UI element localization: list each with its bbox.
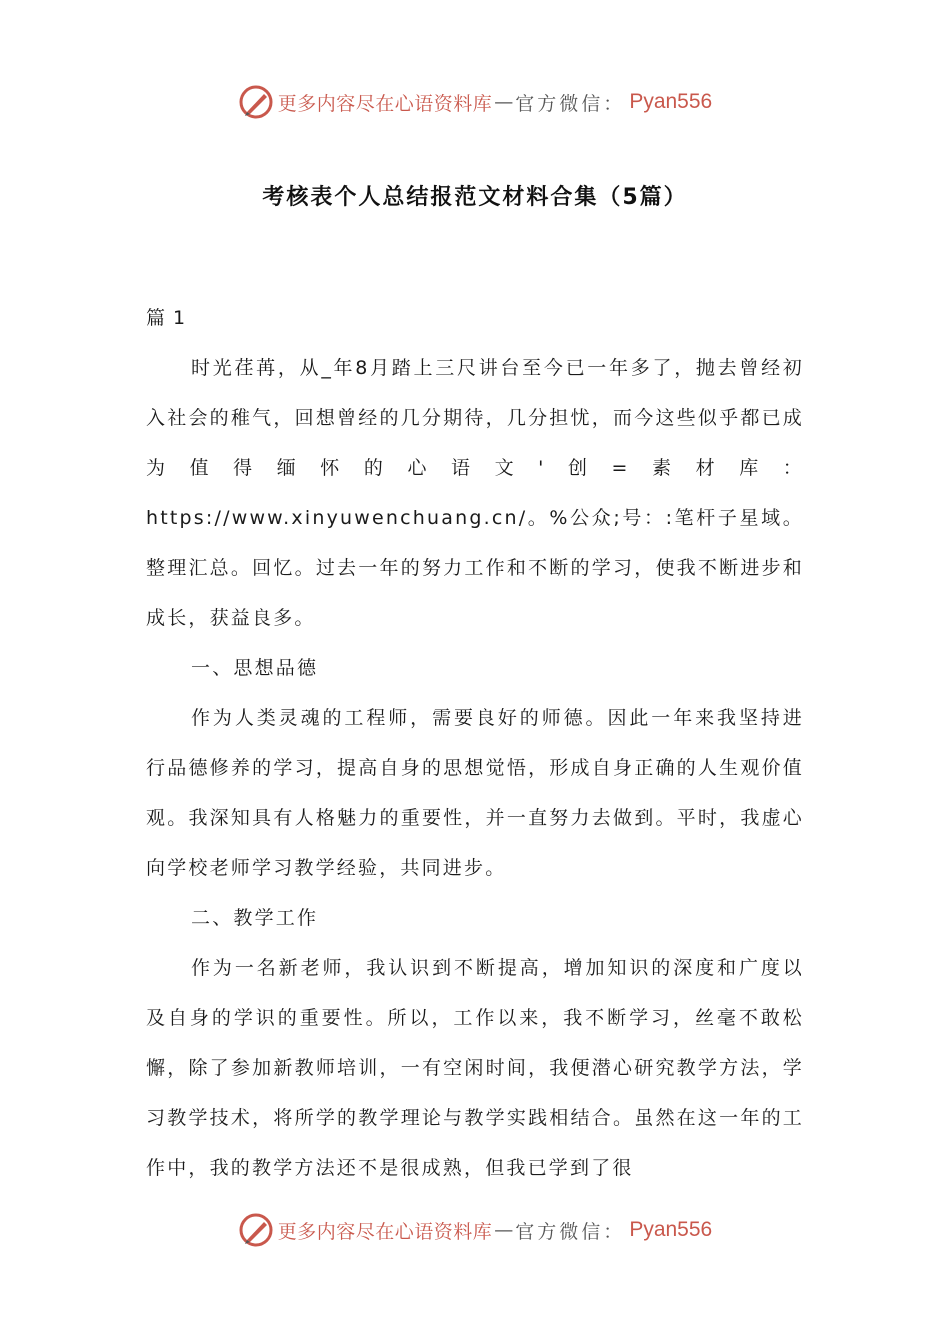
document-title: 考核表个人总结报范文材料合集（5篇） <box>262 185 688 210</box>
banner-wechat-label: 官方微信： <box>515 92 626 115</box>
paragraph-teaching: 作为一名新老师，我认识到不断提高，增加知识的深度和广度以及自身的学识的重要性。所以，工作以来，我不断学习，丝毫不敢松懈，除了参加新教师培训，一有空闲时间，我便潜心研究教学方法，学习教学技术，将所学的教学理论与教学实践相结合。虽然在这一年的工作中，我的教学方法还不是很成熟，但我已学到了很 <box>146 957 804 1179</box>
paragraph-moral: 作为人类灵魂的工程师，需要良好的师德。因此一年来我坚持进行品德修养的学习，提高自身的思想觉悟，形成自身正确的人生观价值观。我深知具有人格魅力的重要性，并一直努力去做到。平时，我虚心向学校老师学习教学经验，共同进步。 <box>146 707 804 879</box>
banner-dash: — <box>494 91 514 113</box>
banner-text: 更多内容尽在心语资料库 <box>277 92 493 115</box>
pen-logo-icon <box>238 84 274 120</box>
footer-banner-dash: — <box>494 1219 514 1241</box>
paragraph-intro: 时光荏苒，从_年8月踏上三尺讲台至今已一年多了，抛去曾经初入社会的稚气，回想曾经的几分期待，几分担忧，而今这些似乎都已成为值得缅怀的心语文'创=素材库：https://www.xinyuwenchuang.cn/。%公众;号：:笔杆子星域。整理汇总。回忆。过去一年的努力工作和不断的学习，使我不断进步和成长，获益良多。 <box>146 357 804 629</box>
section-label: 篇 1 <box>146 307 187 329</box>
footer-banner <box>0 1210 950 1250</box>
footer-banner-text: 更多内容尽在心语资料库 <box>277 1220 493 1243</box>
banner-wechat-id: Pyan556 <box>629 90 713 113</box>
document-body <box>146 293 804 1193</box>
pen-logo-icon <box>238 1212 274 1248</box>
header-banner <box>0 82 950 122</box>
footer-banner-wechat-label: 官方微信： <box>515 1220 626 1243</box>
footer-banner-wechat-id: Pyan556 <box>629 1218 713 1241</box>
heading-moral: 一、思想品德 <box>191 657 319 679</box>
heading-teaching: 二、教学工作 <box>191 907 319 929</box>
